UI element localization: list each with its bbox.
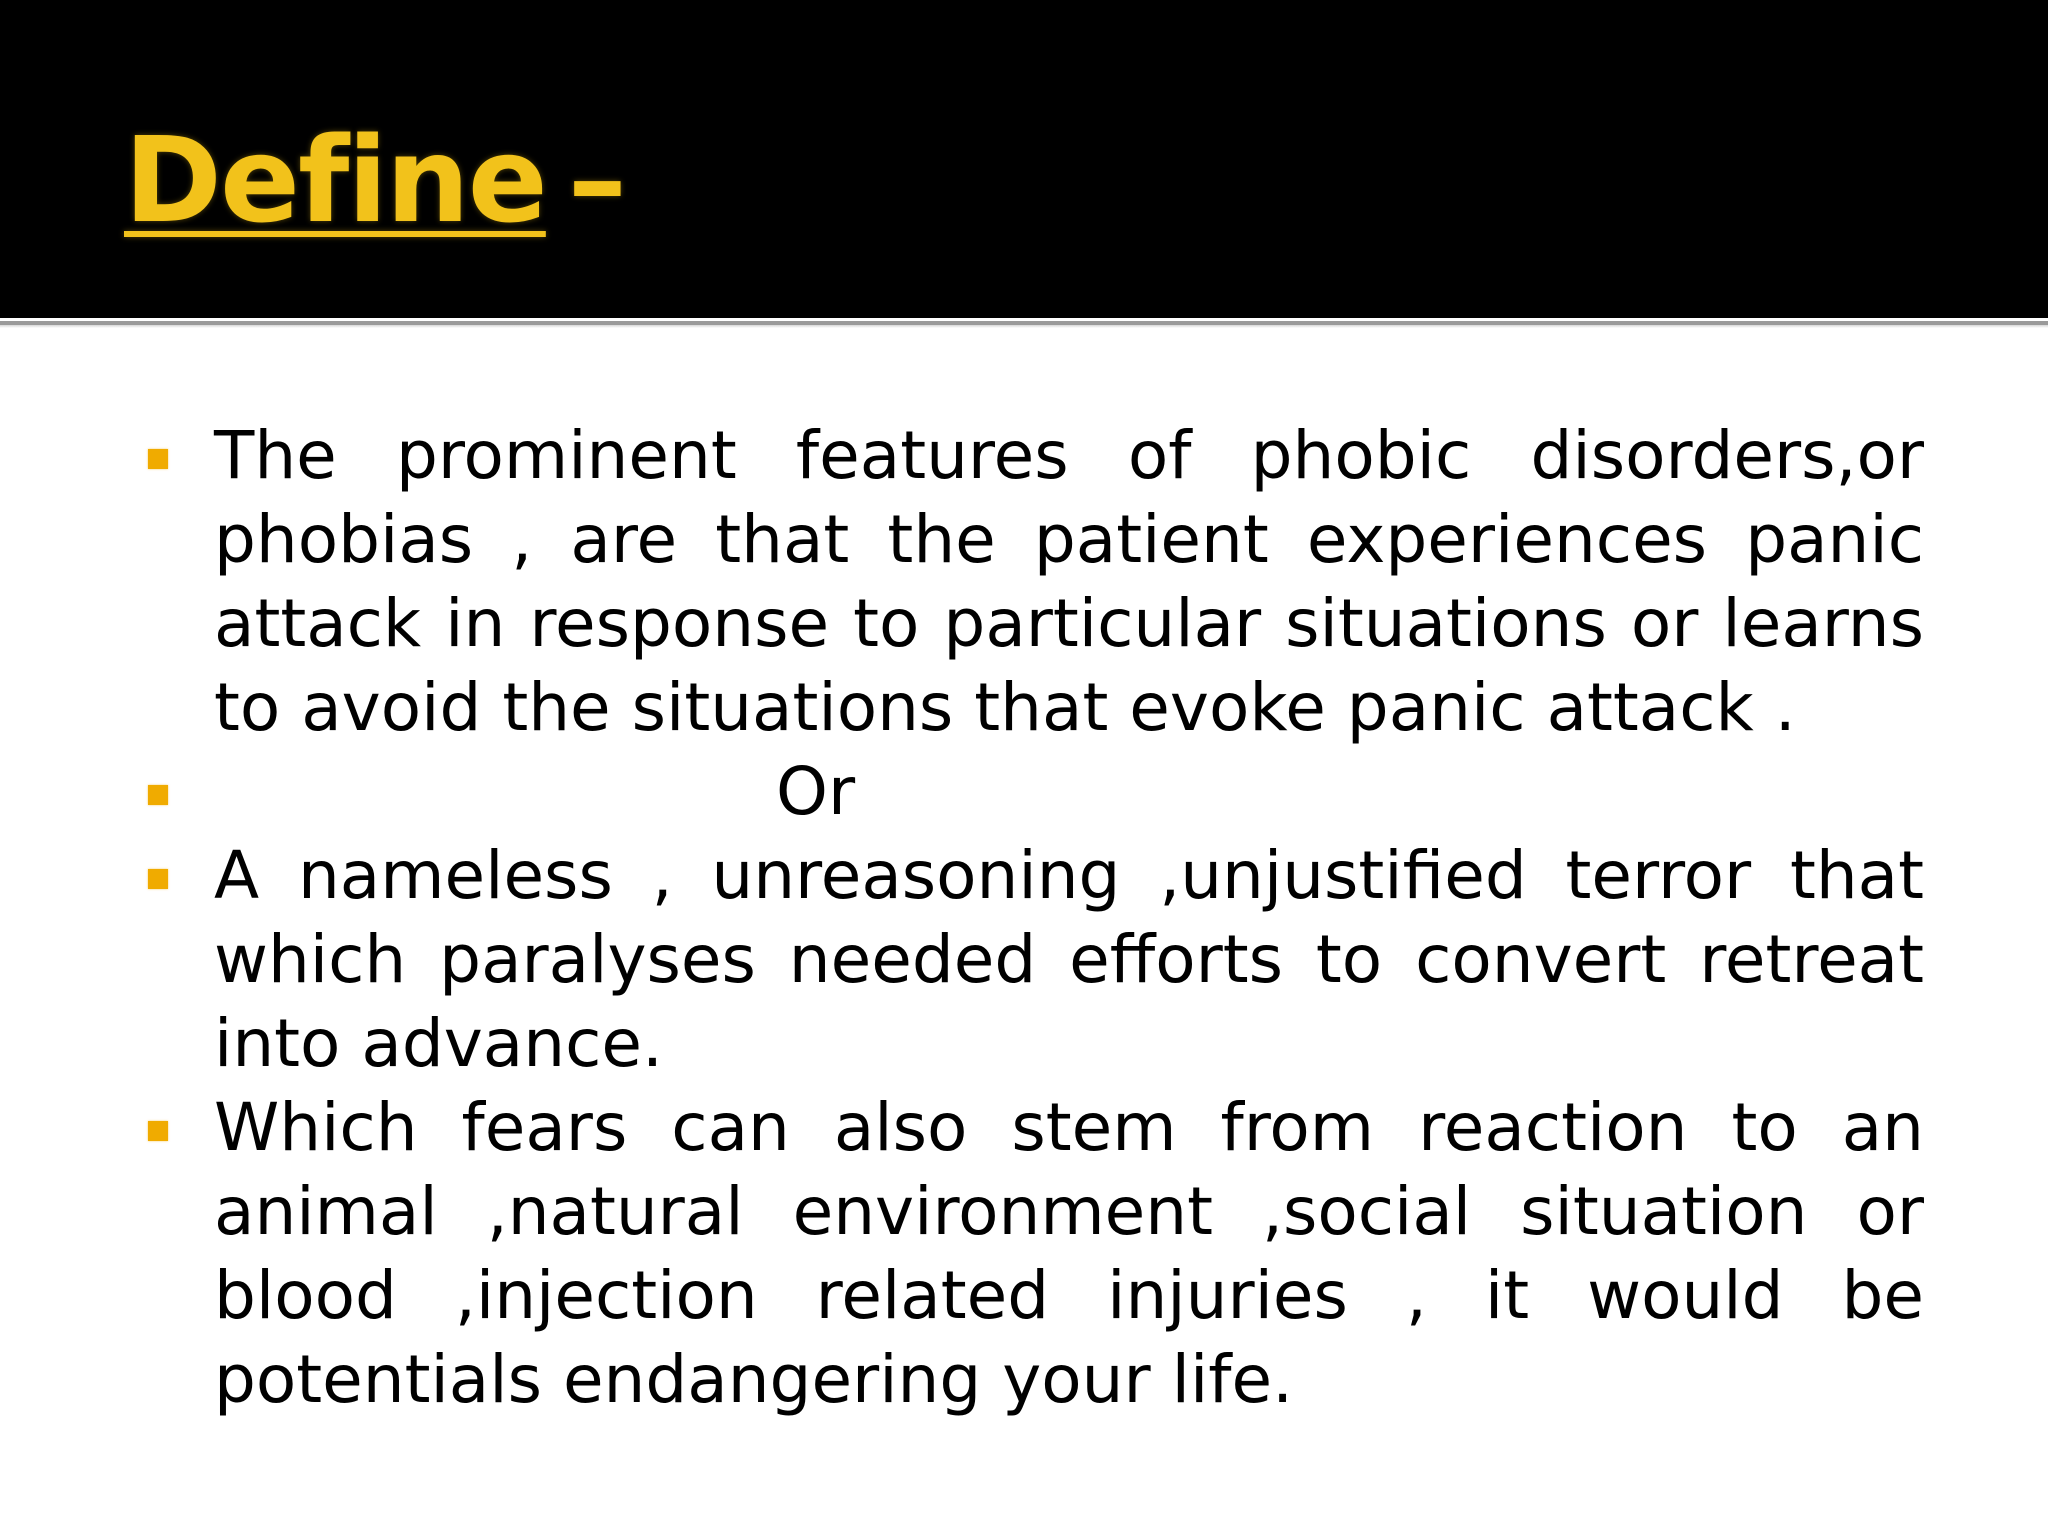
square-bullet-icon <box>148 785 168 805</box>
bullet-item-alternative-definition <box>140 834 1924 1086</box>
bullet-text: Or <box>776 753 856 830</box>
bullet-item-or <box>140 750 1924 834</box>
bullet-list <box>140 414 1924 1422</box>
square-bullet-icon <box>148 869 168 889</box>
bullet-text: A nameless , unreasoning ,unjustified terror that which paralyses needed efforts to convert retreat into advance. <box>214 837 1924 1082</box>
title-text: Define <box>124 111 546 249</box>
square-bullet-icon <box>148 449 168 469</box>
bullet-item-fear-sources <box>140 1086 1924 1422</box>
square-bullet-icon <box>148 1121 168 1141</box>
bullet-text: The prominent features of phobic disorders,or phobias , are that the patient experiences panic attack in response to particular situations or learns to avoid the situations that evoke panic attack . <box>214 417 1924 746</box>
bullet-item-definition <box>140 414 1924 750</box>
title-dash: – <box>567 111 625 249</box>
title-divider-shadow <box>0 325 2048 328</box>
bullet-text: Which fears can also stem from reaction to an animal ,natural environment ,social situation or blood ,injection related injuries , it would be potentials endangering your life. <box>214 1089 1924 1418</box>
slide-title <box>124 110 625 250</box>
title-bar <box>0 0 2048 318</box>
